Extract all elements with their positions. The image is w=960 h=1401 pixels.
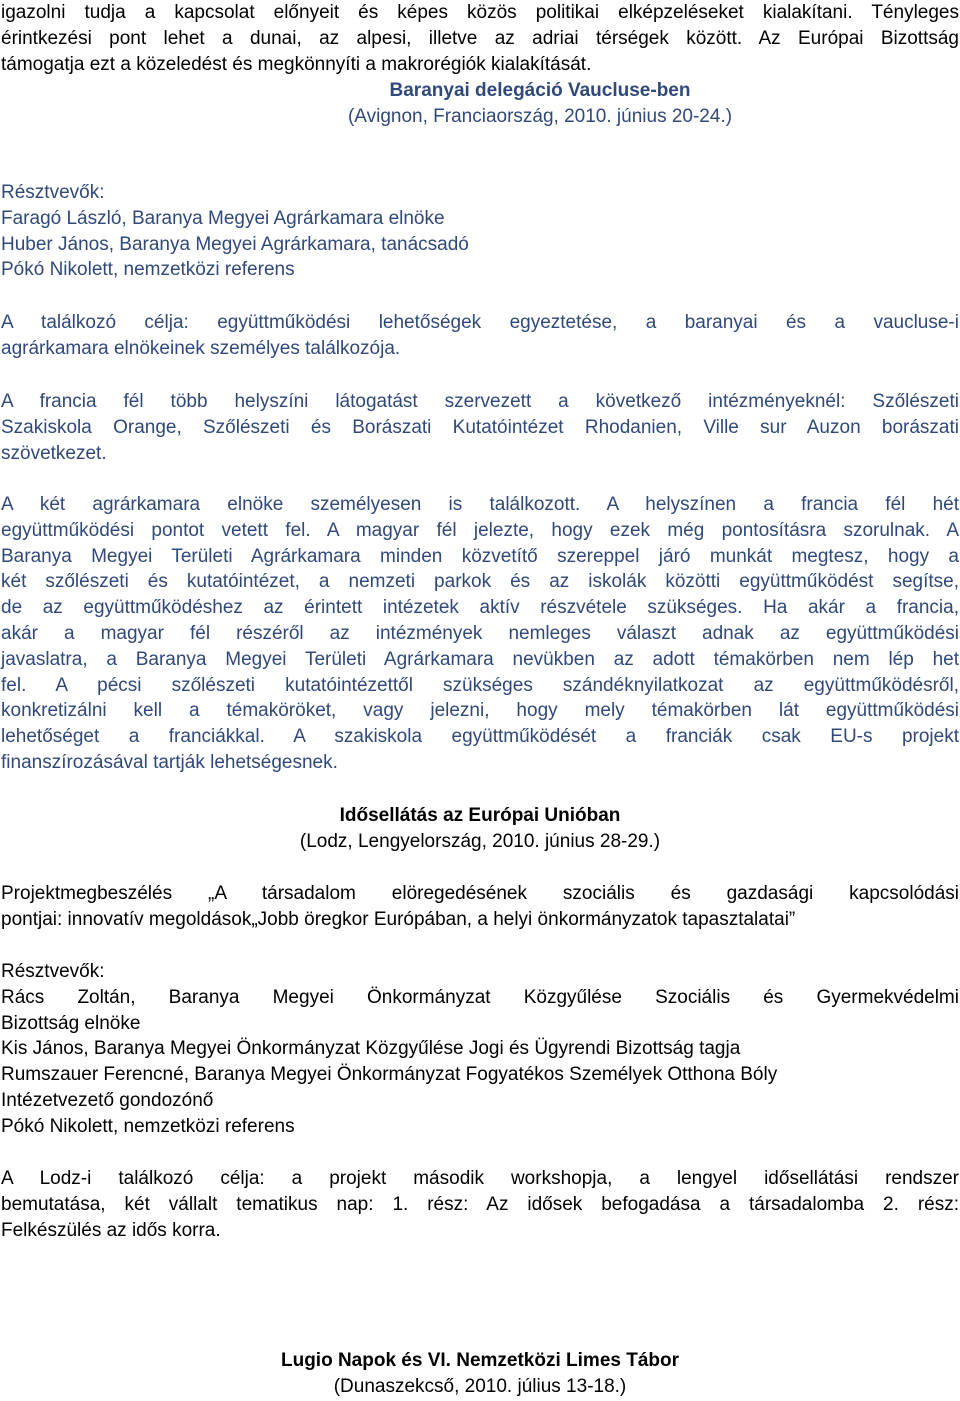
intro-line-1: igazolni tudja a kapcsolat előnyeit és képes közös politikai elképzeléseket kialakítani. Tényleges xyxy=(1,2,959,23)
section1-body-line-8: fel. A pécsi szőlészeti kutatóintézettől szükséges szándéknyilatkozat az együttműködésről, xyxy=(1,674,959,696)
section2-subtitle: (Lodz, Lengyelország, 2010. június 28-29.) xyxy=(299,831,661,852)
intro-line-2: érintkezési pont lehet a dunai, az alpesi, illetve az adriai térségek között. Az Európai Bizottság xyxy=(1,27,959,49)
section2-participant-line-4: Rumszauer Ferencné, Baranya Megyei Önkormányzat Fogyatékos Személyek Otthona Bóly xyxy=(1,1064,778,1086)
section3-title: Lugio Napok és VI. Nemzetközi Limes Tábor xyxy=(280,1350,680,1371)
section1-participants-label: Résztvevők: xyxy=(1,182,105,203)
section1-body-line-2: együttműködési pontot vetett fel. A magyar fél jelezte, hogy ezek még pontosításra szorulnak. A xyxy=(1,519,959,541)
section1-visits-line-1: A francia fél több helyszíni látogatást szervezett a következő intézményeknél: Szőlészeti xyxy=(1,391,959,412)
section3-heading xyxy=(1,1348,959,1400)
section1-body-line-10: lehetőséget a franciákkal. A szakiskola együttműködését a franciák csak EU-s projekt xyxy=(1,726,959,748)
section1-participant-1: Faragó László, Baranya Megyei Agrárkamara elnöke xyxy=(1,207,445,229)
section2-project xyxy=(1,881,959,933)
section1-body-line-3: Baranya Megyei Területi Agrárkamara minden közvetítő szereppel járó munkát megtesz, hogy a xyxy=(1,545,959,567)
section1-visits-line-2: Szakiskola Orange, Szőlészeti és Borászati Kutatóintézet Rhodanien, Ville sur Auzon borászati xyxy=(1,416,959,438)
section2-participants xyxy=(1,959,959,1140)
section3-subtitle: (Dunaszekcső, 2010. július 13-18.) xyxy=(333,1376,627,1397)
section2-project-line-1: Projektmegbeszélés „A társadalom elöregedésének szociális és gazdasági kapcsolódási xyxy=(1,883,959,904)
section1-title: Baranyai delegáció Vaucluse-ben xyxy=(389,80,691,101)
section2-participants-label: Résztvevők: xyxy=(1,961,105,982)
section2-participant-line-3: Kis János, Baranya Megyei Önkormányzat Közgyűlése Jogi és Ügyrendi Bizottság tagja xyxy=(1,1038,741,1060)
section1-body-line-11: finanszírozásával tartják lehetségesnek. xyxy=(1,751,338,773)
section1-body-line-9: konkretizálni kell a témaköröket, vagy jelezni, hogy mely témakörben lát együttműködési xyxy=(1,700,959,722)
section1-participant-2: Huber János, Baranya Megyei Agrárkamara, tanácsadó xyxy=(1,233,469,255)
section1-body-line-7: javaslatra, a Baranya Megyei Területi Agrárkamara nevükben az adott témakörben nem lép het xyxy=(1,648,959,670)
section1-body xyxy=(1,492,959,776)
section2-title: Idősellátás az Európai Unióban xyxy=(339,805,621,826)
section1-goal xyxy=(1,310,959,362)
section2-participant-line-2: Bizottság elnöke xyxy=(1,1012,141,1034)
section1-body-line-4: két szőlészeti és kutatóintézet, a nemzeti parkok és az iskolák közötti együttműködést segítse, xyxy=(1,571,959,593)
section1-participants xyxy=(1,180,959,283)
section1-goal-line-2: agrárkamara elnökeinek személyes találkozója. xyxy=(1,337,401,359)
section1-heading xyxy=(1,78,959,130)
section1-subtitle: (Avignon, Franciaország, 2010. június 20-24.) xyxy=(347,106,733,127)
section2-goal xyxy=(1,1166,959,1243)
section2-participant-line-5: Intézetvezető gondozónő xyxy=(1,1089,214,1111)
section2-goal-line-2: bemutatása, két vállalt tematikus nap: 1. rész: Az idősek befogadása a társadalomba 2. rész: xyxy=(1,1193,959,1215)
section1-body-line-6: akár a magyar fél részéről az intézmények nemleges választ adnak az együttműködési xyxy=(1,622,959,644)
intro-line-3: támogatja ezt a közeledést és megkönnyíti a makrorégiók kialakítását. xyxy=(1,53,592,75)
section2-project-line-2: pontjai: innovatív megoldások„Jobb öregkor Európában, a helyi önkormányzatok tapasztalatai” xyxy=(1,908,796,930)
section2-goal-line-3: Felkészülés az idős korra. xyxy=(1,1219,221,1241)
intro-paragraph xyxy=(1,0,959,77)
section1-body-line-5: de az együttműködéshez az érintett intézetek aktív részvétele szükséges. Ha akár a francia, xyxy=(1,597,959,619)
section2-goal-line-1: A Lodz-i találkozó célja: a projekt második workshopja, a lengyel idősellátási rendszer xyxy=(1,1168,959,1189)
section2-participant-line-1: Rács Zoltán, Baranya Megyei Önkormányzat Közgyűlése Szociális és Gyermekvédelmi xyxy=(1,986,959,1008)
section2-participant-line-6: Pókó Nikolett, nemzetközi referens xyxy=(1,1115,295,1137)
section1-visits xyxy=(1,389,959,466)
section1-goal-line-1: A találkozó célja: együttműködési lehetőségek egyeztetése, a baranyai és a vaucluse-i xyxy=(1,312,959,333)
section2-heading xyxy=(1,803,959,855)
section1-visits-line-3: szövetkezet. xyxy=(1,442,107,464)
section1-body-line-1: A két agrárkamara elnöke személyesen is találkozott. A helyszínen a francia fél hét xyxy=(1,494,959,515)
section1-participant-3: Pókó Nikolett, nemzetközi referens xyxy=(1,259,295,281)
